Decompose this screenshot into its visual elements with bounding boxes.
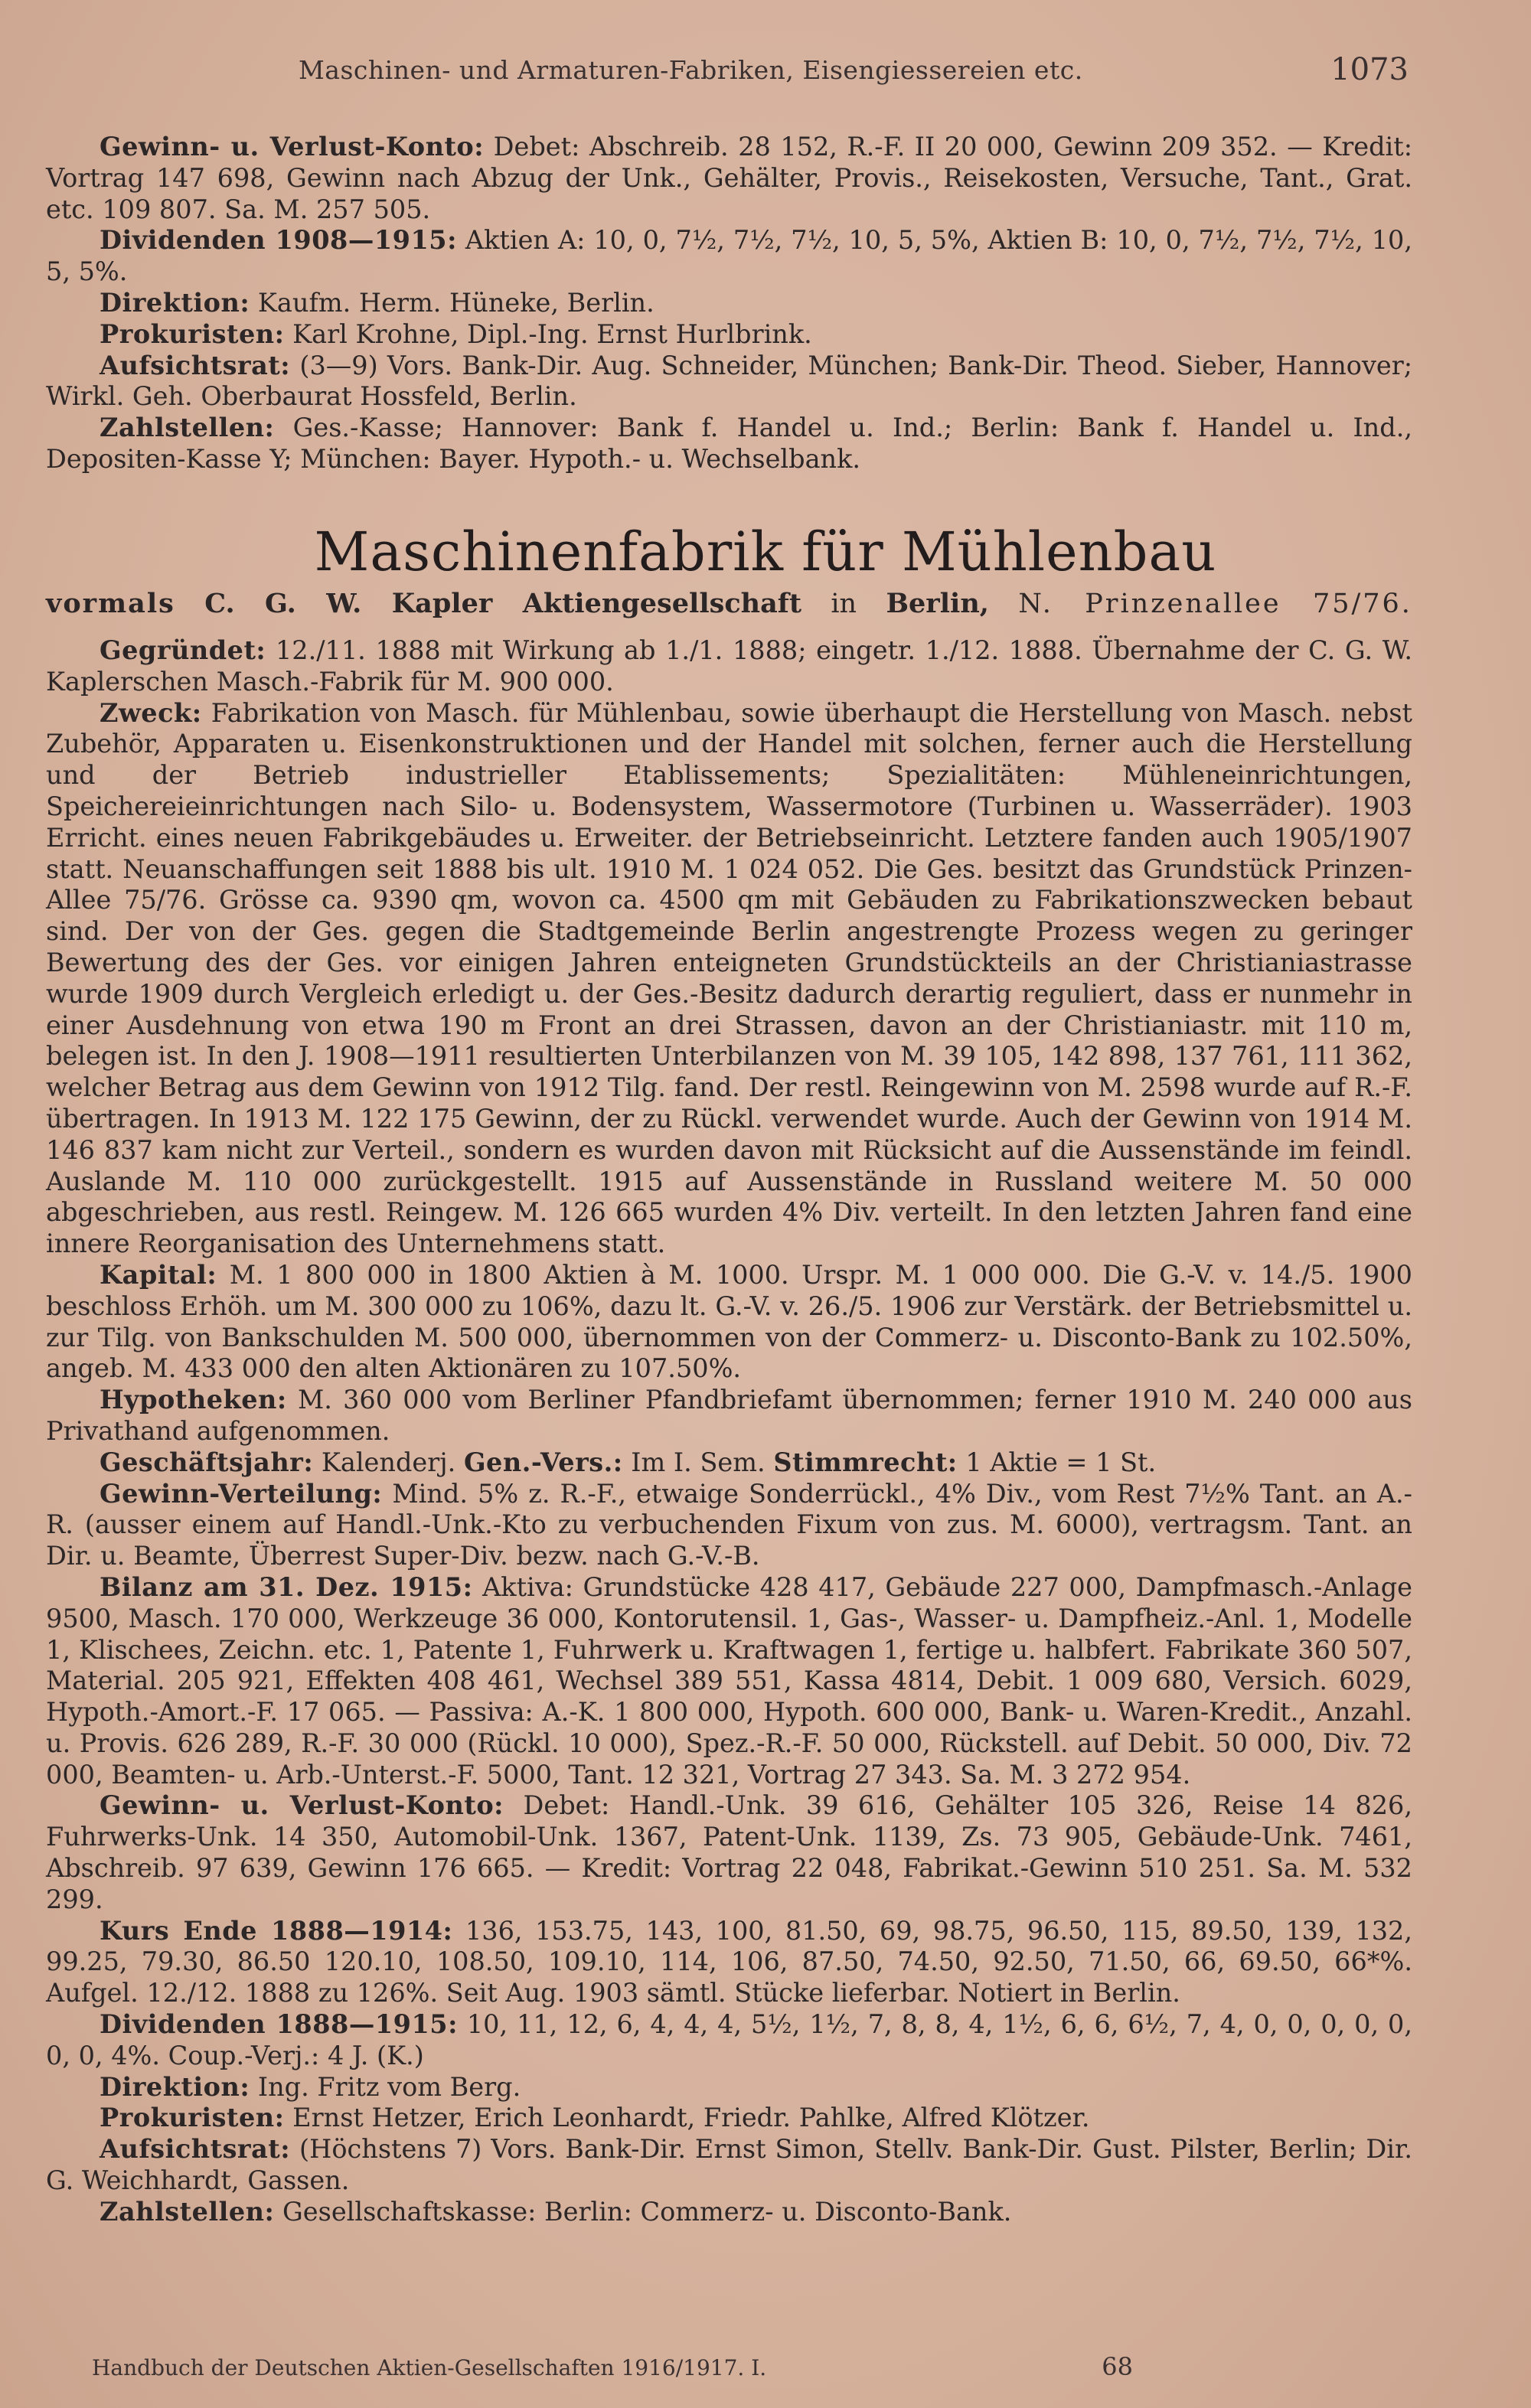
guv-text: Debet: Handl.-Unk. 39 616, Gehälter 105 326, Reise 14 826, Fuhrwerks-Unk. 14 350, Automobil-Unk. 1367, Patent-Unk. 1139, Zs. 73 905, Gebäude-Unk. 7461, Abschreib. 97 639, Gewinn 176 665. — Kredit: Vortrag 22 048, Fabrikat.-Gewinn 510 251. Sa. M. 532 299. bbox=[46, 1790, 1412, 1914]
prev-aufsichtsrat-text: (3—9) Vors. Bank-Dir. Aug. Schneider, München; Bank-Dir. Theod. Sieber, Hannover; Wirkl. Geh. Oberbaurat Hossfeld, Berlin. bbox=[46, 350, 1412, 412]
prev-dividenden-text: Aktien A: 10, 0, 7½, 7½, 7½, 10, 5, 5%, Aktien B: 10, 0, 7½, 7½, 7½, 10, 5, 5%. bbox=[46, 225, 1412, 287]
prev-direktion-paragraph bbox=[46, 288, 1412, 319]
prev-guv-label: Gewinn- u. Verlust-Konto: bbox=[100, 132, 485, 162]
footer-signature: 68 bbox=[1102, 2352, 1133, 2381]
geschaeftsjahr-text: Kalenderj. bbox=[321, 1447, 456, 1477]
zahlstellen-text: Gesellschaftskasse: Berlin: Commerz- u. Disconto-Bank. bbox=[282, 2196, 1012, 2227]
kurs-label: Kurs Ende 1888—1914: bbox=[100, 1915, 453, 1946]
prev-prokuristen-text: Karl Krohne, Dipl.-Ing. Ernst Hurlbrink. bbox=[292, 318, 812, 349]
geschaeftsjahr-paragraph bbox=[46, 1447, 1412, 1479]
prev-aufsichtsrat-paragraph bbox=[46, 351, 1412, 413]
prokuristen-paragraph bbox=[46, 2103, 1412, 2134]
company-title: Maschinenfabrik für Mühlenbau bbox=[314, 520, 1217, 583]
company-city: Berlin, bbox=[886, 588, 989, 619]
former-company-name: C. G. W. Kapler Aktiengesellschaft bbox=[204, 588, 801, 619]
kurs-text: 136, 153.75, 143, 100, 81.50, 69, 98.75, 96.50, 115, 89.50, 139, 132, 99.25, 79.30, 86.50 120.10, 108.50, 109.10, 114, 106, 87.50, 74.50, 92.50, 71.50, 66, 69.50, 66*%. Aufgel. 12./12. 1888 zu 126%. Seit Aug. 1903 sämtl. Stücke lieferbar. Notiert in Berlin. bbox=[46, 1915, 1412, 2008]
prev-zahlstellen-paragraph bbox=[46, 413, 1412, 475]
vormals-word: vormals bbox=[46, 588, 175, 619]
aufsichtsrat-paragraph bbox=[46, 2134, 1412, 2197]
zweck-text: Fabrikation von Masch. für Mühlenbau, sowie überhaupt die Herstellung von Masch. nebst Zubehör, Apparaten u. Eisenkonstruktionen und der Handel mit solchen, ferner auch die Herstellung und der Betrieb industrieller Etablissements; Spezialitäten: Mühleneinrichtungen, Speichereieinrichtungen nach Silo- u. Bodensystem, Wassermotore (Turbinen u. Wasserräder). 1903 Erricht. eines neuen Fabrikgebäudes u. Erweiter. der Betriebseinricht. Letztere fanden auch 1905/1907 statt. Neuanschaffungen seit 1888 bis ult. 1910 M. 1 024 052. Die Ges. besitzt das Grundstück Prinzen-Allee 75/76. Grösse ca. 9390 qm, wovon ca. 4500 qm mit Gebäuden zu Fabrikationszwecken bebaut sind. Der von der Ges. gegen die Stadtgemeinde Berlin angestrengte Prozess wegen zu geringer Bewertung des der Ges. vor einigen Jahren enteigneten Grundstückteils an der Christianiastrasse wurde 1909 durch Vergleich erledigt u. der Ges.-Besitz dadurch derartig reguliert, dass er nunmehr in einer Ausdehnung von etwa 190 m Front an drei Strassen, davon an der Christianiastr. mit 110 m, belegen ist. In den J. 1908—1911 resultierten Unterbilanzen von M. 39 105, 142 898, 137 761, 111 362, welcher Betrag aus dem Gewinn von 1912 Tilg. fand. Der restl. Reingewinn von M. 2598 wurde auf R.-F. übertragen. In 1913 M. 122 175 Gewinn, der zu Rückl. verwendet wurde. Auch der Gewinn von 1914 M. 146 837 kam nicht zur Verteil., sondern es wurden davon mit Rücksicht auf die Aussenstände im feindl. Auslande M. 110 000 zurückgestellt. 1915 auf Aussenstände in Russland weitere M. 50 000 abgeschrieben, aus restl. Reingew. M. 126 665 wurden 4% Div. verteilt. In den letzten Jahren fand eine innere Reorganisation des Unternehmens statt. bbox=[46, 697, 1412, 1259]
prev-dividenden-paragraph bbox=[46, 225, 1412, 288]
guv-label: Gewinn- u. Verlust-Konto: bbox=[100, 1790, 504, 1821]
hypotheken-text: M. 360 000 vom Berliner Pfandbriefamt übernommen; ferner 1910 M. 240 000 aus Privathand aufgenommen. bbox=[46, 1385, 1412, 1446]
direktion-paragraph bbox=[46, 2072, 1412, 2103]
stimmrecht-text: 1 Aktie = 1 St. bbox=[965, 1447, 1157, 1477]
zweck-label: Zweck: bbox=[100, 697, 202, 728]
prev-dividenden-label: Dividenden 1908—1915: bbox=[100, 225, 457, 256]
stimmrecht-label: Stimmrecht: bbox=[773, 1447, 958, 1477]
previous-company-entry bbox=[46, 132, 1412, 475]
zahlstellen-paragraph bbox=[46, 2197, 1412, 2228]
company-entry-body bbox=[46, 635, 1412, 2228]
dividenden-text: 10, 11, 12, 6, 4, 4, 4, 5½, 1½, 7, 8, 8, 4, 1½, 6, 6, 6½, 7, 4, 0, 0, 0, 0, 0, 0, 0, 4%. Coup.-Verj.: 4 J. (K.) bbox=[46, 2009, 1412, 2070]
gegruendet-label: Gegründet: bbox=[100, 635, 266, 665]
prev-guv-text: Debet: Abschreib. 28 152, R.-F. II 20 000, Gewinn 209 352. — Kredit: Vortrag 147 698, Gewinn nach Abzug der Unk., Gehälter, Provis., Reisekosten, Versuche, Tant., Grat. etc. 109 807. Sa. M. 257 505. bbox=[46, 132, 1412, 224]
bilanz-text: Aktiva: Grundstücke 428 417, Gebäude 227 000, Dampfmasch.-Anlage 9500, Masch. 170 000, Werkzeuge 36 000, Kontorutensil. 1, Gas-, Wasser- u. Dampfheiz.-Anl. 1, Modelle 1, Klischees, Zeichn. etc. 1, Patente 1, Fuhrwerk u. Kraftwagen 1, fertige u. halbfert. Fabrikate 360 507, Material. 205 921, Effekten 408 461, Wechsel 389 551, Kassa 4814, Debit. 1 009 680, Versich. 6029, Hypoth.-Amort.-F. 17 065. — Passiva: A.-K. 1 800 000, Hypoth. 600 000, Bank- u. Waren-Kredit., Anzahl. u. Provis. 626 289, R.-F. 30 000 (Rückl. 10 000), Spez.-R.-F. 50 000, Rückstell. auf Debit. 50 000, Div. 72 000, Beamten- u. Arb.-Unterst.-F. 5000, Tant. 12 321, Vortrag 27 343. Sa. M. 3 272 954. bbox=[46, 1571, 1413, 1790]
gewinnverteilung-text: Mind. 5% z. R.-F., etwaige Sonderrückl., 4% Div., vom Rest 7½% Tant. an A.-R. (ausser einem auf Handl.-Unk.-Kto zu verbuchenden Fixum von zus. M. 6000), vertragsm. Tant. an Dir. u. Beamte, Überrest Super-Div. bezw. nach G.-V.-B. bbox=[46, 1478, 1413, 1571]
footer-source: Handbuch der Deutschen Aktien-Gesellschaften 1916/1917. I. bbox=[92, 2355, 767, 2380]
prev-guv-paragraph bbox=[46, 132, 1412, 225]
prev-direktion-text: Kaufm. Herm. Hüneke, Berlin. bbox=[257, 287, 655, 318]
genvers-label: Gen.-Vers.: bbox=[463, 1447, 623, 1477]
guv-paragraph bbox=[46, 1790, 1412, 1915]
hypotheken-label: Hypotheken: bbox=[100, 1385, 287, 1415]
prev-aufsichtsrat-label: Aufsichtsrat: bbox=[100, 350, 291, 380]
prev-zahlstellen-text: Ges.-Kasse; Hannover: Bank f. Handel u. Ind.; Berlin: Bank f. Handel u. Ind., Depositen-Kasse Y; München: Bayer. Hypoth.- u. Wechselbank. bbox=[46, 413, 1412, 474]
prokuristen-label: Prokuristen: bbox=[100, 2103, 285, 2133]
hypotheken-paragraph bbox=[46, 1385, 1412, 1447]
prev-prokuristen-paragraph bbox=[46, 319, 1412, 351]
running-header bbox=[92, 49, 1439, 95]
page-number: 1073 bbox=[1330, 52, 1409, 87]
company-subtitle bbox=[46, 588, 1412, 619]
zahlstellen-label: Zahlstellen: bbox=[100, 2196, 275, 2227]
aufsichtsrat-label: Aufsichtsrat: bbox=[100, 2134, 291, 2165]
bilanz-label: Bilanz am 31. Dez. 1915: bbox=[100, 1571, 473, 1602]
dividenden-label: Dividenden 1888—1915: bbox=[100, 2009, 458, 2040]
direktion-label: Direktion: bbox=[100, 2071, 250, 2102]
bilanz-paragraph bbox=[46, 1572, 1412, 1791]
gewinnverteilung-paragraph bbox=[46, 1479, 1412, 1572]
gegruendet-paragraph bbox=[46, 635, 1412, 698]
aufsichtsrat-text: (Höchstens 7) Vors. Bank-Dir. Ernst Simon, Stellv. Bank-Dir. Gust. Pilster, Berlin; Dir. G. Weichhardt, Gassen. bbox=[46, 2134, 1412, 2196]
kapital-paragraph bbox=[46, 1260, 1412, 1385]
genvers-text: Im I. Sem. bbox=[631, 1447, 766, 1477]
kapital-label: Kapital: bbox=[100, 1259, 217, 1290]
kapital-text: M. 1 800 000 in 1800 Aktien à M. 1000. Urspr. M. 1 000 000. Die G.-V. v. 14./5. 1900 beschloss Erhöh. um M. 300 000 zu 106%, dazu lt. G.-V. v. 26./5. 1906 zur Verstärk. der Betriebsmittel u. zur Tilg. von Bankschulden M. 500 000, übernommen von der Commerz- u. Disconto-Bank zu 102.50%, angeb. M. 433 000 den alten Aktionären zu 107.50%. bbox=[46, 1259, 1412, 1384]
prev-prokuristen-label: Prokuristen: bbox=[100, 318, 285, 349]
company-address: N. Prinzenallee 75/76. bbox=[1018, 589, 1412, 619]
dividenden-paragraph bbox=[46, 2009, 1412, 2072]
prokuristen-text: Ernst Hetzer, Erich Leonhardt, Friedr. Pahlke, Alfred Klötzer. bbox=[292, 2103, 1090, 2133]
prev-direktion-label: Direktion: bbox=[100, 287, 250, 318]
kurs-paragraph bbox=[46, 1916, 1412, 2009]
geschaeftsjahr-label: Geschäftsjahr: bbox=[100, 1447, 314, 1477]
zweck-paragraph bbox=[46, 698, 1412, 1260]
page-footer bbox=[92, 2352, 1439, 2381]
header-title: Maschinen- und Armaturen-Fabriken, Eisengiessereien etc. bbox=[299, 55, 1083, 85]
prev-zahlstellen-label: Zahlstellen: bbox=[100, 413, 275, 443]
in-word: in bbox=[831, 589, 857, 619]
direktion-text: Ing. Fritz vom Berg. bbox=[257, 2071, 521, 2102]
gewinnverteilung-label: Gewinn-Verteilung: bbox=[100, 1478, 383, 1509]
gegruendet-text: 12./11. 1888 mit Wirkung ab 1./1. 1888; eingetr. 1./12. 1888. Übernahme der C. G. W. Kaplerschen Masch.-Fabrik für M. 900 000. bbox=[46, 635, 1412, 697]
